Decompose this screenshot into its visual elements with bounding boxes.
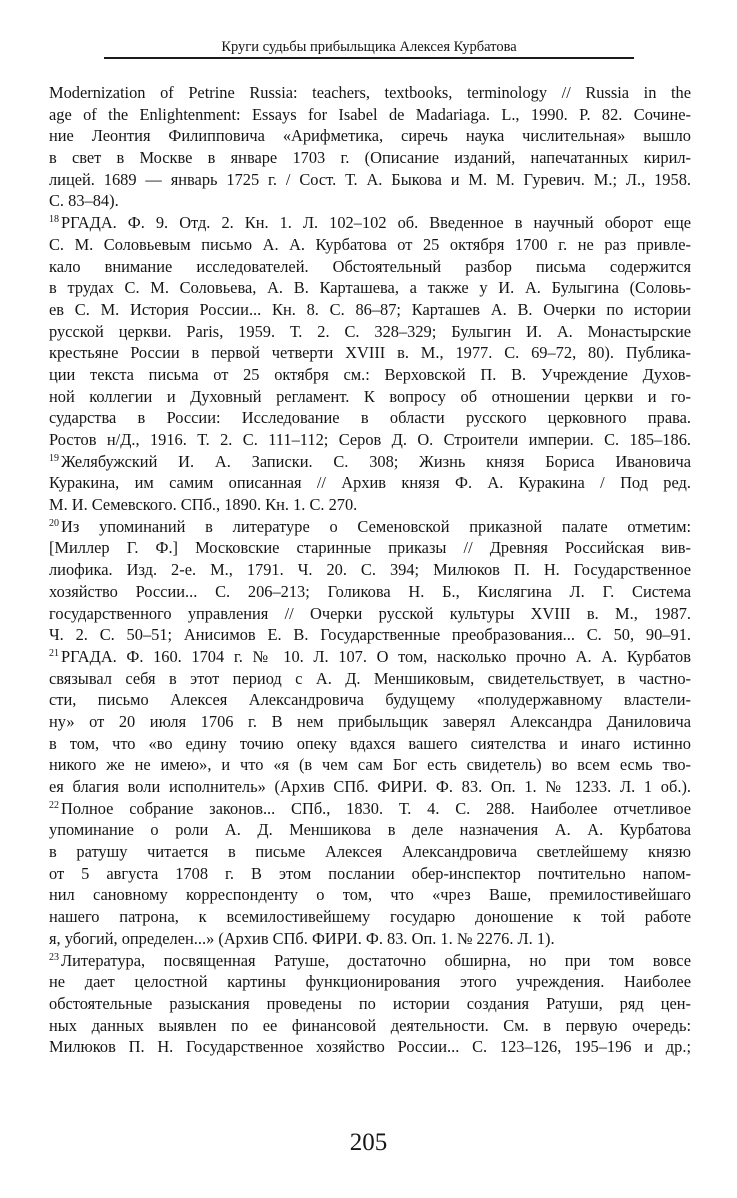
- text-line: [49, 950, 691, 972]
- line-text: крестьяне России в первой четверти XVIII в. М., 1977. С. 69–72, 80). Публика-: [49, 343, 691, 363]
- line-text: от 5 августа 1708 г. В этом послании обер-инспектор почтительно напом-: [49, 863, 691, 883]
- text-line: [49, 689, 691, 711]
- line-text: РГАДА. Ф. 160. 1704 г. № 10. Л. 107. О том, насколько прочно А. А. Курбатов: [61, 646, 691, 666]
- text-line: [49, 364, 691, 386]
- line-text: нашего патрона, к всемилостивейшему государю доношение к той работе: [49, 907, 691, 927]
- text-line: [49, 407, 691, 429]
- text-line: [49, 234, 691, 256]
- text-line: [49, 212, 691, 234]
- line-text: русской церкви. Paris, 1959. Т. 2. С. 328–329; Булыгин И. А. Монастырские: [49, 321, 691, 341]
- text-line: [49, 668, 691, 690]
- line-text: я, убогий, определен...» (Архив СПб. ФИРИ. Ф. 83. Оп. 1. № 2276. Л. 1).: [49, 928, 555, 948]
- text-line: [49, 624, 691, 646]
- footnote-number: 18: [49, 214, 59, 226]
- line-text: М. И. Семевского. СПб., 1890. Кн. 1. С. 270.: [49, 495, 358, 515]
- text-line: [49, 841, 691, 863]
- line-text: не дает целостной картины функционирования этого учреждения. Наиболее: [49, 972, 691, 992]
- footnotes-text: [49, 82, 691, 1058]
- line-text: С. М. Соловьевым письмо А. А. Курбатова от 25 октября 1700 г. не раз привле-: [49, 234, 691, 254]
- header-rule: [104, 57, 634, 59]
- text-line: [49, 884, 691, 906]
- line-text: ея благия воли исполнитель» (Архив СПб. ФИРИ. Ф. 83. Оп. 1. № 1233. Л. 1 об.).: [49, 777, 691, 796]
- text-line: [49, 971, 691, 993]
- footnote-number: 20: [49, 517, 59, 529]
- text-line: [49, 277, 691, 299]
- running-head: Круги судьбы прибыльщика Алексея Курбатова: [221, 39, 517, 55]
- text-line: [49, 537, 691, 559]
- text-line: [49, 104, 691, 126]
- line-text: никого же не имею», и что «я (в чем сам Бог есть свидетель) во всем есмь тво-: [49, 755, 691, 775]
- text-line: [49, 147, 691, 169]
- line-text: [Миллер Г. Ф.] Московские старинные приказы // Древняя Российская вив-: [49, 538, 691, 558]
- text-line: [49, 906, 691, 928]
- text-line: [49, 559, 691, 581]
- text-line: [49, 190, 691, 212]
- line-text: сударства в России: Исследование в области русского церковного права.: [49, 408, 691, 428]
- line-text: в ратушу читается в письме Алексея Александровича светлейшему князю: [49, 842, 691, 862]
- line-text: ных данных выявлен по ее финансовой деятельности. См. в первую очередь:: [49, 1015, 691, 1035]
- text-line: [49, 1036, 691, 1058]
- text-line: [49, 863, 691, 885]
- line-text: age of the Enlightenment: Essays for Isabel de Madariaga. L., 1990. P. 82. Сочине-: [49, 104, 691, 124]
- text-line: [49, 169, 691, 191]
- footnote-number: 23: [49, 951, 59, 963]
- line-text: лицей. 1689 — январь 1725 г. / Сост. Т. А. Быкова и М. М. Гуревич. М.; Л., 1958.: [49, 169, 691, 189]
- line-text: хозяйство России... С. 206–213; Голикова Н. Б., Кислягина Л. Г. Система: [49, 581, 691, 601]
- line-text: Желябужский И. А. Записки. С. 308; Жизнь князя Бориса Ивановича: [61, 451, 691, 471]
- text-line: [49, 256, 691, 278]
- text-line: [49, 603, 691, 625]
- line-text: кало внимание исследователей. Обстоятельный разбор письма содержится: [49, 256, 691, 276]
- text-line: [49, 321, 691, 343]
- text-line: [49, 711, 691, 733]
- line-text: ции текста письма от 25 октября см.: Верховской П. В. Учреждение Духов-: [49, 364, 691, 384]
- page-number: 205: [349, 1129, 388, 1156]
- text-line: [49, 581, 691, 603]
- footnote-number: 19: [49, 452, 59, 464]
- line-text: обстоятельные разыскания проведены по истории создания Ратуши, ряд цен-: [49, 993, 691, 1013]
- line-text: Полное собрание законов... СПб., 1830. Т. 4. С. 288. Наиболее отчетливое: [61, 798, 691, 818]
- text-line: [49, 776, 691, 798]
- line-text: Куракина, им самим описанная // Архив князя Ф. А. Куракина / Под ред.: [49, 473, 691, 493]
- text-line: [49, 299, 691, 321]
- text-line: [49, 928, 691, 950]
- text-line: [49, 386, 691, 408]
- text-line: [49, 646, 691, 668]
- line-text: ну» от 20 июля 1706 г. В нем прибыльщик заверял Александра Даниловича: [49, 711, 691, 731]
- line-text: лиофика. Изд. 2-е. М., 1791. Ч. 20. С. 394; Милюков П. Н. Государственное: [49, 560, 691, 580]
- line-text: С. 83–84).: [49, 191, 119, 211]
- line-text: в том, что «во едину точию опеку вдахся вашего сиятелства и инаго истинно: [49, 733, 691, 753]
- line-text: государственного управления // Очерки русской культуры XVIII в. М., 1987.: [49, 603, 691, 623]
- text-line: [49, 733, 691, 755]
- text-line: [49, 819, 691, 841]
- text-line: [49, 1015, 691, 1037]
- line-text: ев С. М. История России... Кн. 8. С. 86–87; Карташев А. В. Очерки по истории: [49, 299, 691, 319]
- text-line: [49, 82, 691, 104]
- text-line: [49, 342, 691, 364]
- footnote-number: 21: [49, 647, 59, 659]
- line-text: Милюков П. Н. Государственное хозяйство России... С. 123–126, 195–196 и др.;: [49, 1037, 691, 1057]
- footnote-number: 22: [49, 799, 59, 811]
- text-line: [49, 516, 691, 538]
- line-text: сти, письмо Алексея Александровича будущему «полудержавному властели-: [49, 690, 691, 710]
- line-text: ной коллегии и Духовный регламент. К вопросу об отношении церкви и го-: [49, 386, 691, 406]
- text-line: [49, 754, 691, 776]
- line-text: Ч. 2. С. 50–51; Анисимов Е. В. Государственные преобразования... С. 50, 90–91.: [49, 625, 691, 645]
- line-text: Modernization of Petrine Russia: teachers, textbooks, terminology // Russia in the: [49, 83, 691, 102]
- text-line: [49, 429, 691, 451]
- line-text: РГАДА. Ф. 9. Отд. 2. Кн. 1. Л. 102–102 об. Введенное в научный оборот еще: [61, 213, 691, 233]
- line-text: в свет в Москве в январе 1703 г. (Описание изданий, напечатанных кирил-: [49, 148, 691, 168]
- line-text: нил сановному корреспонденту о том, что «чрез Ваше, премилостивейшаго: [49, 885, 691, 905]
- text-line: [49, 472, 691, 494]
- line-text: связывал себя в этот период с А. Д. Меншиковым, свидетельствует, в частно-: [49, 668, 691, 688]
- line-text: Ростов н/Д., 1916. Т. 2. С. 111–112; Серов Д. О. Строители империи. С. 185–186.: [49, 430, 691, 449]
- text-line: [49, 798, 691, 820]
- line-text: упоминание о роли А. Д. Меншикова в деле назначения А. А. Курбатова: [49, 820, 691, 840]
- line-text: в трудах С. М. Соловьева, А. В. Карташева, а также у И. А. Булыгина (Соловь-: [49, 278, 691, 298]
- text-line: [49, 494, 691, 516]
- text-line: [49, 125, 691, 147]
- text-line: [49, 993, 691, 1015]
- line-text: Литература, посвященная Ратуше, достаточно обширна, но при том вовсе: [61, 950, 691, 970]
- text-line: [49, 451, 691, 473]
- line-text: Из упоминаний в литературе о Семеновской приказной палате отметим:: [61, 516, 691, 536]
- line-text: ние Леонтия Филипповича «Арифметика, сиречь наука числительная» вышло: [49, 126, 691, 146]
